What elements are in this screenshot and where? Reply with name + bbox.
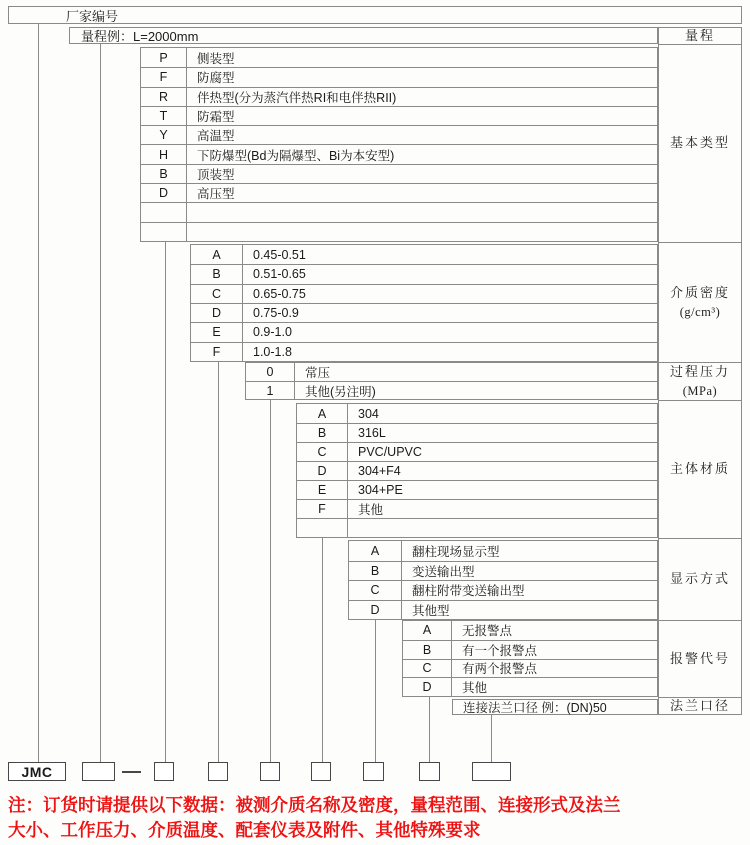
option-code: D xyxy=(297,462,348,480)
option-desc: 304 xyxy=(358,406,379,421)
option-desc: 高温型 xyxy=(197,129,235,144)
option-row xyxy=(141,164,657,183)
display-mode-table xyxy=(348,540,658,620)
option-desc: 316L xyxy=(358,426,386,440)
label-body-material: 主体材质 xyxy=(659,400,741,538)
option-code: C xyxy=(403,660,452,678)
option-code: R xyxy=(141,88,187,106)
option-row xyxy=(403,677,657,696)
option-desc: 304+F4 xyxy=(358,464,401,478)
option-row-empty xyxy=(141,202,657,221)
option-desc: 侧装型 xyxy=(197,51,235,66)
option-desc: 0.9-1.0 xyxy=(253,325,292,340)
option-row xyxy=(246,381,657,399)
range-example-row xyxy=(69,27,658,44)
code-box-material xyxy=(311,762,331,781)
option-row xyxy=(349,580,657,600)
model-prefix-box xyxy=(8,762,66,781)
option-desc: 0.45-0.51 xyxy=(253,247,306,262)
option-row xyxy=(191,322,657,341)
option-row xyxy=(297,442,657,461)
option-row xyxy=(141,183,657,202)
option-code: P xyxy=(141,48,187,67)
option-desc: PVC/UPVC xyxy=(358,445,422,459)
option-desc: 伴热型(分为蒸汽伴热RI和电伴热RII) xyxy=(197,90,397,105)
connector-line-density xyxy=(218,362,219,762)
option-desc: 304+PE xyxy=(358,483,403,497)
option-code: C xyxy=(349,581,402,600)
option-row xyxy=(297,499,657,518)
connector-line-alarm xyxy=(429,697,430,762)
option-code: C xyxy=(191,285,243,303)
option-desc: 0.51-0.65 xyxy=(253,267,306,282)
option-desc: 0.75-0.9 xyxy=(253,306,299,321)
option-code: A xyxy=(191,245,243,264)
option-desc: 有两个报警点 xyxy=(462,662,538,677)
option-code xyxy=(141,203,187,221)
option-desc: 防霜型 xyxy=(197,110,235,125)
connector-line-pressure xyxy=(270,400,271,762)
label-range: 量程 xyxy=(684,27,715,43)
connector-line-material xyxy=(322,538,323,762)
option-code: C xyxy=(297,443,348,461)
option-desc: 有一个报警点 xyxy=(462,643,538,658)
model-prefix-text: JMC xyxy=(21,763,53,780)
process-pressure-table xyxy=(245,362,658,400)
option-row xyxy=(141,144,657,163)
option-code: B xyxy=(403,641,452,659)
code-box-density xyxy=(208,762,228,781)
option-row xyxy=(297,423,657,442)
option-desc: 翻柱附带变送输出型 xyxy=(412,584,525,599)
option-row xyxy=(403,659,657,678)
code-box-basic xyxy=(154,762,174,781)
label-display-mode: 显示方式 xyxy=(659,538,741,620)
option-code: B xyxy=(297,424,348,442)
connector-line-range xyxy=(100,44,101,762)
option-row xyxy=(349,561,657,581)
option-desc: 翻柱现场显示型 xyxy=(412,544,500,559)
option-row xyxy=(191,303,657,322)
option-desc: 顶装型 xyxy=(197,167,235,182)
option-row xyxy=(141,125,657,144)
option-code: H xyxy=(141,145,187,163)
option-desc: 其他 xyxy=(358,503,384,517)
option-code: F xyxy=(141,68,187,86)
option-desc: 高压型 xyxy=(197,187,235,202)
option-code: 0 xyxy=(246,363,295,381)
option-desc: 其他型 xyxy=(412,603,450,618)
option-code xyxy=(141,223,187,241)
option-row xyxy=(141,106,657,125)
range-example-text: 量程例：L=2000mm xyxy=(81,29,199,44)
option-row xyxy=(191,264,657,283)
connector-line-flange xyxy=(491,715,492,762)
option-code: Y xyxy=(141,126,187,144)
option-row-empty xyxy=(141,222,657,241)
option-row xyxy=(141,48,657,67)
option-code: A xyxy=(403,621,452,640)
option-row xyxy=(141,67,657,86)
connector-line-basic xyxy=(165,242,166,762)
option-desc: 其他(另注明) xyxy=(305,384,376,399)
option-code xyxy=(297,519,348,537)
order-note-line1: 注：订货时请提供以下数据：被测介质名称及密度，量程范围、连接形式及法兰 xyxy=(8,795,621,815)
category-label-column xyxy=(658,27,742,715)
option-code: E xyxy=(191,323,243,341)
code-box-alarm xyxy=(419,762,440,781)
option-row-empty xyxy=(297,518,657,537)
option-row xyxy=(191,245,657,264)
option-code: E xyxy=(297,481,348,499)
option-row xyxy=(297,404,657,423)
option-code: T xyxy=(141,107,187,125)
separator-dash xyxy=(122,771,141,773)
label-medium-density: 介质密度 (g/cm³) xyxy=(659,242,741,362)
option-code: B xyxy=(191,265,243,283)
label-process-pressure: 过程压力 (MPa) xyxy=(659,362,741,400)
code-box-flange xyxy=(472,762,511,781)
option-code: A xyxy=(297,404,348,423)
option-row xyxy=(403,621,657,640)
body-material-table xyxy=(296,403,658,538)
option-desc: 无报警点 xyxy=(462,624,513,639)
factory-code-row xyxy=(8,6,742,24)
order-note-line2: 大小、工作压力、介质温度、配套仪表及附件、其他特殊要求 xyxy=(8,820,481,840)
option-row xyxy=(297,461,657,480)
option-desc: 1.0-1.8 xyxy=(253,344,292,359)
option-row xyxy=(191,284,657,303)
option-row xyxy=(141,87,657,106)
medium-density-table xyxy=(190,244,658,362)
option-code: D xyxy=(403,678,452,696)
label-flange-size: 法兰口径 xyxy=(659,697,741,714)
option-desc: 防腐型 xyxy=(197,71,235,86)
option-desc: 下防爆型(Bd为隔爆型、Bi为本安型) xyxy=(197,148,395,163)
option-code: B xyxy=(141,165,187,183)
option-desc: 变送输出型 xyxy=(412,564,475,579)
option-code: D xyxy=(191,304,243,322)
option-desc: 其他 xyxy=(462,681,488,696)
factory-code-label: 厂家编号 xyxy=(66,8,119,24)
flange-size-row xyxy=(452,699,658,715)
flange-size-text: 连接法兰口径 例：(DN)50 xyxy=(463,701,607,715)
basic-type-table xyxy=(140,47,658,242)
code-box-display xyxy=(363,762,384,781)
option-code: A xyxy=(349,541,402,561)
option-row xyxy=(297,480,657,499)
option-desc: 0.65-0.75 xyxy=(253,286,306,301)
code-box-pressure xyxy=(260,762,280,781)
option-code: F xyxy=(297,500,348,518)
label-alarm-code: 报警代号 xyxy=(659,620,741,697)
option-code: 1 xyxy=(246,382,295,399)
option-row xyxy=(191,342,657,361)
option-code: B xyxy=(349,562,402,581)
code-box-range xyxy=(82,762,115,781)
option-row xyxy=(403,640,657,659)
connector-line-display xyxy=(375,620,376,762)
connector-line-factory xyxy=(38,24,39,762)
option-row xyxy=(349,541,657,561)
option-row xyxy=(246,363,657,381)
option-row xyxy=(349,600,657,620)
label-basic-type: 基本类型 xyxy=(659,44,741,242)
option-code: D xyxy=(349,601,402,620)
option-desc: 常压 xyxy=(305,366,331,380)
option-code: D xyxy=(141,184,187,202)
option-code: F xyxy=(191,343,243,361)
alarm-code-table xyxy=(402,620,658,697)
